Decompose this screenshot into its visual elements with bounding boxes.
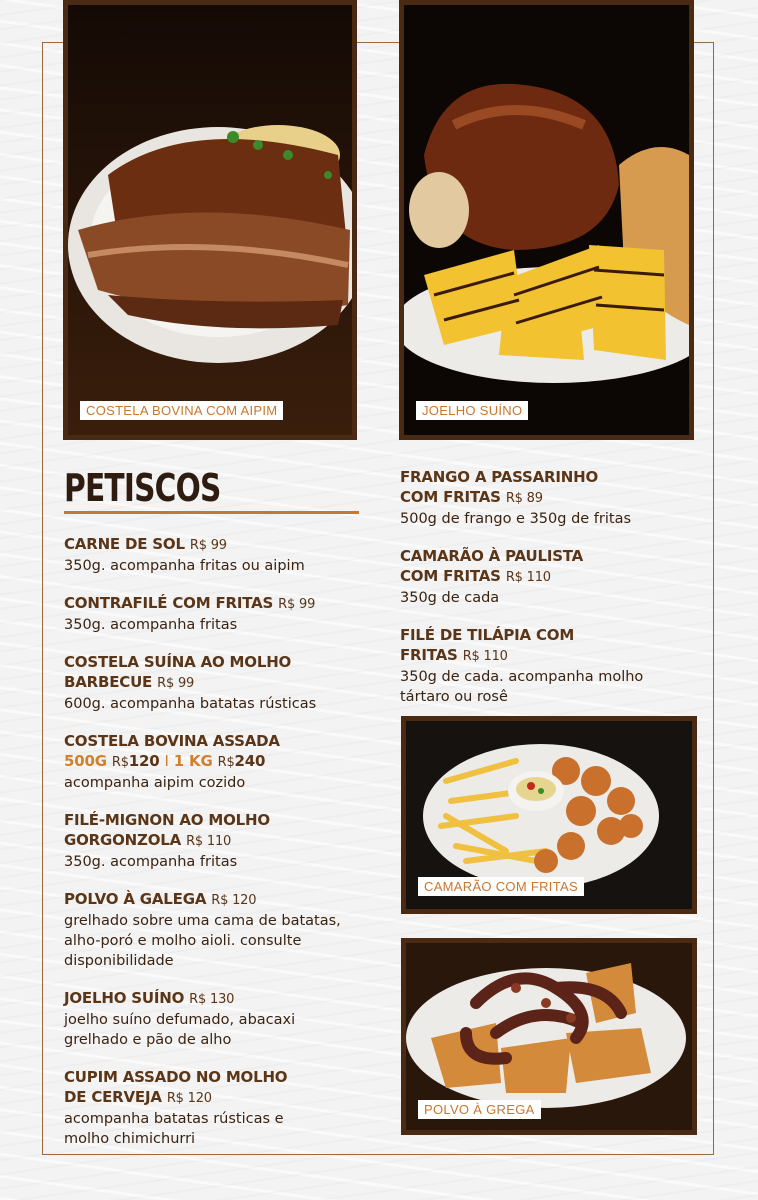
menu-item [64,593,364,635]
item-name: JOELHO SUÍNO R$ 130 [64,989,235,1007]
menu-item [64,889,364,971]
menu-item [64,534,364,576]
item-price: R$ 110 [186,834,232,849]
item-description: 350g de cada. acompanha molho tártaro ou rosê [400,669,644,705]
menu-left-column [64,534,364,1166]
menu-item [400,467,700,529]
item-price: R$ 110 [462,649,508,664]
item-price: R$ 120 [166,1091,212,1106]
menu-item [64,988,364,1050]
item-name: FRANGO A PASSARINHO COM FRITAS R$ 89 [400,468,599,506]
photo-joelho-suino [399,0,694,440]
item-price: R$ 99 [278,597,316,612]
item-name: CUPIM ASSADO NO MOLHO DE CERVEJA R$ 120 [64,1068,288,1106]
item-price: R$ 130 [189,992,235,1007]
item-name: CAMARÃO À PAULISTA COM FRITAS R$ 110 [400,547,584,585]
photo-polvo-a-grega [401,938,697,1135]
item-description: acompanha aipim cozido [64,775,246,791]
joelho-image [404,5,689,435]
caption-costela: COSTELA BOVINA COM AIPIM [80,401,283,420]
caption-joelho: JOELHO SUÍNO [416,401,528,420]
size-option-1: 500G [64,752,107,770]
menu-item [64,1067,364,1149]
item-name: FILÉ DE TILÁPIA COM FRITAS R$ 110 [400,626,575,664]
item-price-options [64,751,364,773]
item-name: COSTELA SUÍNA AO MOLHO BARBECUE R$ 99 [64,653,292,691]
item-description: 350g. acompanha fritas [64,854,238,870]
item-description: joelho suíno defumado, abacaxi grelhado e pão de alho [64,1012,296,1048]
photo-camarao-com-fritas [401,716,697,914]
item-description: 350g de cada [400,590,500,606]
menu-item [64,652,364,714]
item-description: 350g. acompanha fritas ou aipim [64,558,305,574]
price-value-1: 120 [128,752,160,770]
item-name: CARNE DE SOL R$ 99 [64,535,227,553]
price-currency-1: R$ [111,755,129,770]
item-description: 500g de frango e 350g de fritas [400,511,632,527]
item-price: R$ 89 [505,491,543,506]
caption-polvo: POLVO À GREGA [418,1100,541,1119]
item-description: grelhado sobre uma cama de batatas, alho-poró e molho aioli. consulte disponibilidade [64,913,341,969]
item-name: POLVO À GALEGA R$ 120 [64,890,257,908]
item-price: R$ 99 [157,676,195,691]
menu-item [400,625,700,707]
item-description: acompanha batatas rústicas e molho chimichurri [64,1111,284,1147]
section-title-rule [64,511,359,514]
section-title: PETISCOS [64,466,221,510]
item-name: CONTRAFILÉ COM FRITAS R$ 99 [64,594,316,612]
item-name: COSTELA BOVINA ASSADA [64,732,280,750]
menu-item [64,810,364,872]
size-option-2: 1 KG [173,752,213,770]
item-description: 350g. acompanha fritas [64,617,238,633]
menu-right-column [400,467,700,724]
item-description: 600g. acompanha batatas rústicas [64,696,317,712]
costela-image [68,5,352,435]
price-value-2: 240 [234,752,266,770]
item-name: FILÉ-MIGNON AO MOLHO GORGONZOLA R$ 110 [64,811,270,849]
caption-camarao: CAMARÃO COM FRITAS [418,877,584,896]
price-currency-2: R$ [217,755,235,770]
menu-item-costela-assada [64,731,364,793]
item-price: R$ 99 [189,538,227,553]
price-separator: I [164,752,169,770]
item-price: R$ 110 [505,570,551,585]
photo-costela-bovina [63,0,357,440]
menu-item [400,546,700,608]
item-price: R$ 120 [211,893,257,908]
